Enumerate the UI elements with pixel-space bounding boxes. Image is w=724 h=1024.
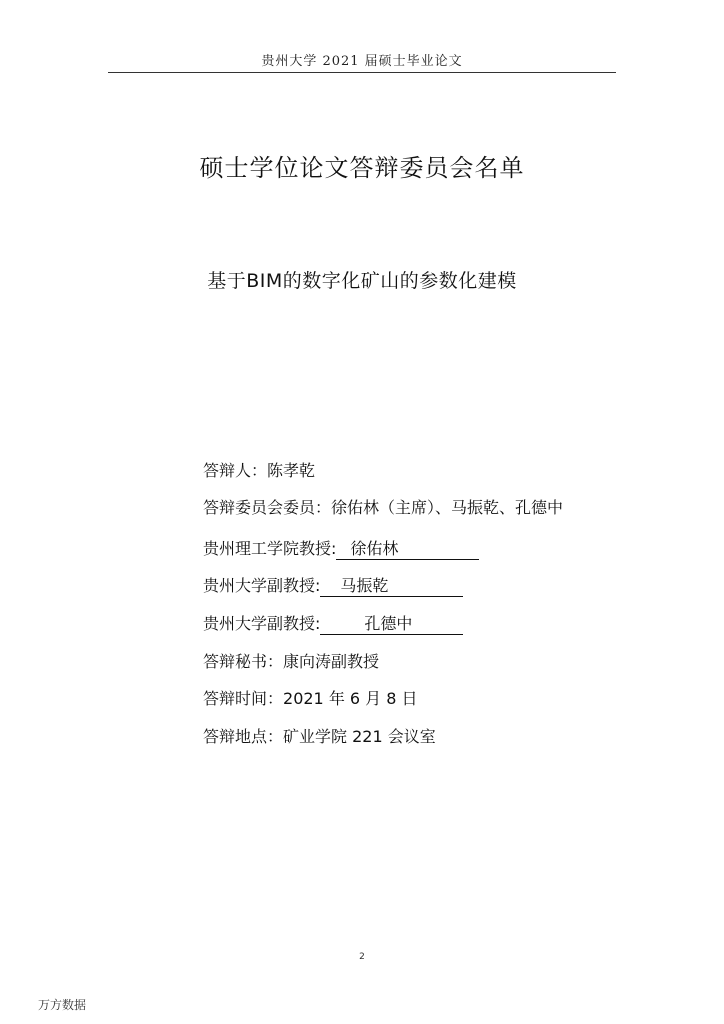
defense-location-value: 矿业学院 221 会议室 <box>283 727 436 746</box>
page-title: 硕士学位论文答辩委员会名单 <box>199 154 525 182</box>
member1-line <box>203 536 479 560</box>
member1-name: 徐佑林 <box>336 540 479 560</box>
defense-location-line <box>203 724 436 747</box>
member2-label: 贵州大学副教授: <box>203 576 321 595</box>
defense-time-value: 2021 年 6 月 8 日 <box>283 689 418 708</box>
member3-line <box>203 611 463 635</box>
committee-members-value: 徐佑林（主席）、马振乾、孔德中 <box>331 498 564 517</box>
defense-time-label: 答辩时间： <box>203 689 284 708</box>
member2-line <box>203 573 463 597</box>
header-rule <box>108 72 616 73</box>
committee-members-label: 答辩委员会委员： <box>203 498 332 517</box>
member3-label: 贵州大学副教授: <box>203 614 321 633</box>
secretary-label: 答辩秘书： <box>203 652 284 671</box>
member1-label: 贵州理工学院教授: <box>203 539 337 558</box>
secretary-value: 康向涛副教授 <box>283 652 380 671</box>
member2-name: 马振乾 <box>320 577 463 597</box>
thesis-title: 基于BIM的数字化矿山的参数化建模 <box>207 270 517 292</box>
running-header: 贵州大学 2021 届硕士毕业论文 <box>261 54 463 69</box>
page-number: 2 <box>359 952 365 962</box>
secretary-line <box>203 649 379 672</box>
committee-members-line <box>203 495 563 518</box>
defender-line <box>203 458 315 481</box>
defender-name: 陈孝乾 <box>267 461 316 480</box>
member3-name: 孔德中 <box>320 615 463 635</box>
defense-time-line <box>203 686 418 709</box>
source-watermark: 万方数据 <box>38 998 87 1012</box>
defense-location-label: 答辩地点： <box>203 727 284 746</box>
defender-label: 答辩人： <box>203 461 268 480</box>
